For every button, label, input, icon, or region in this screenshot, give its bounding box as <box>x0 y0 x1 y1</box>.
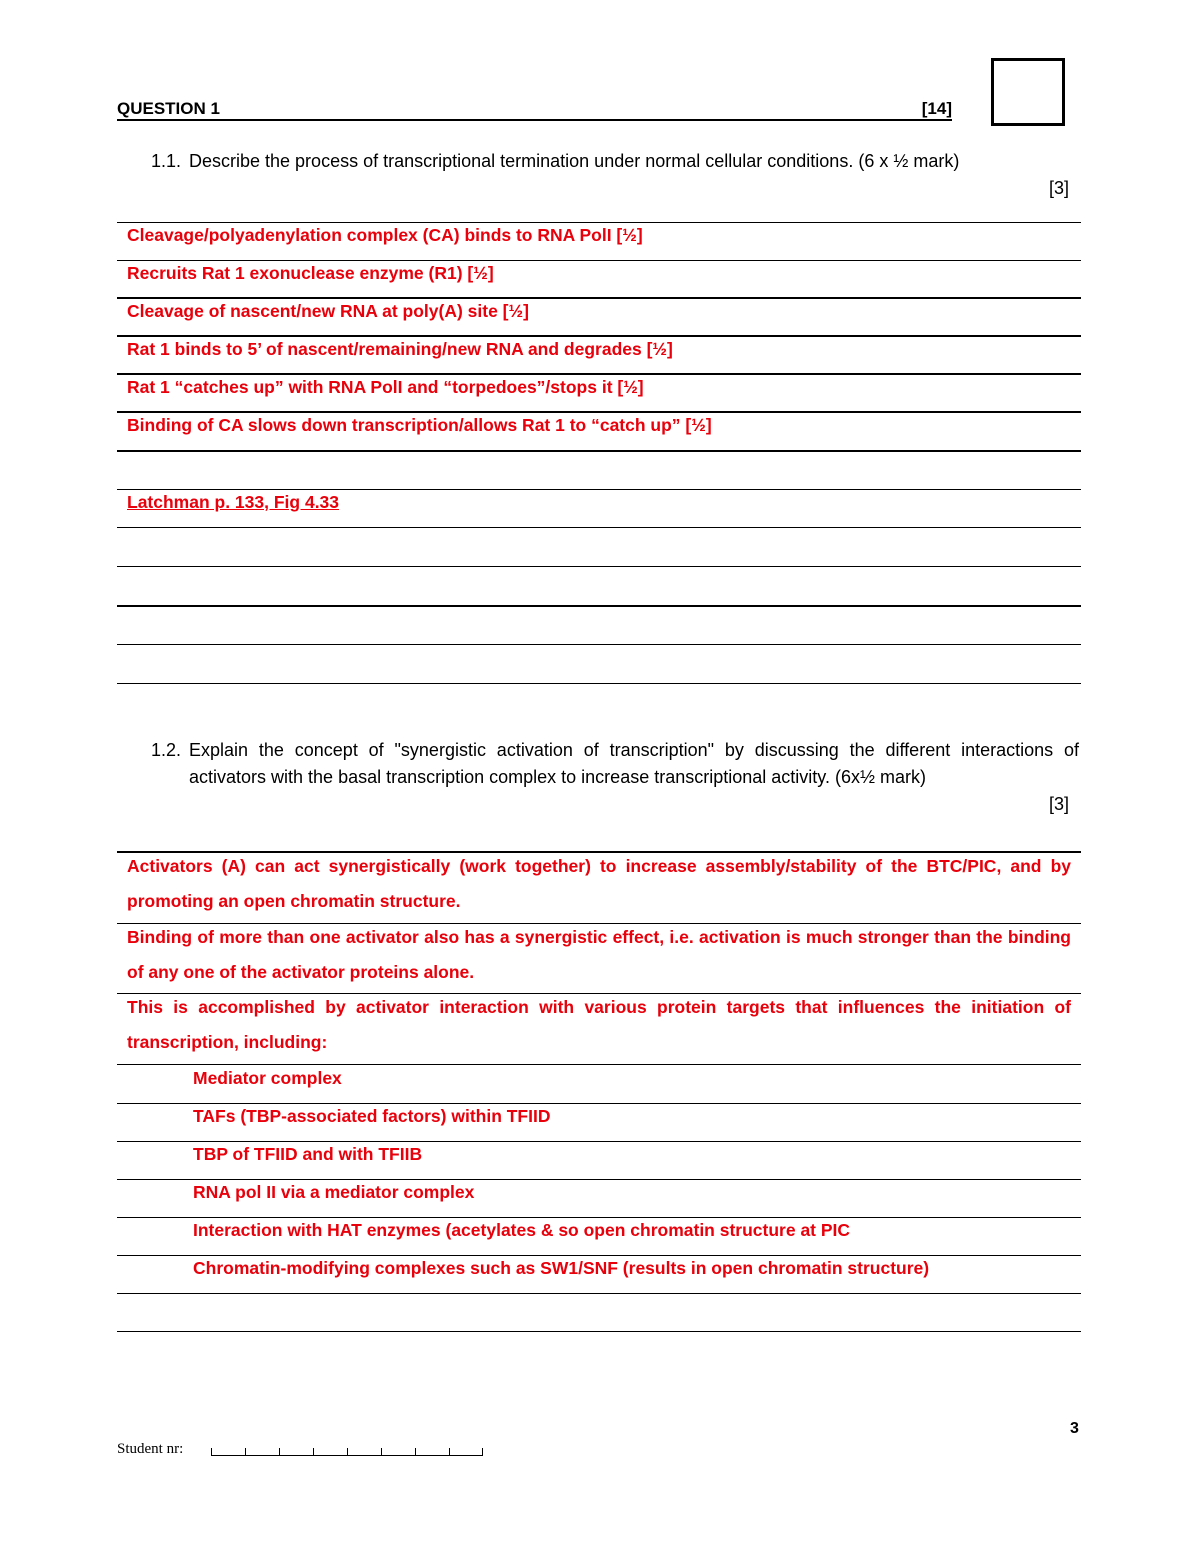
answer-paragraph: Binding of more than one activator also has a synergistic effect, i.e. activation is much stronger than the binding of any one of the activator proteins alone. <box>127 927 1071 982</box>
marks-box <box>991 58 1065 126</box>
answer-paragraph: This is accomplished by activator interaction with various protein targets that influences the initiation of transcription, including: <box>127 997 1071 1052</box>
answer-line <box>117 527 1081 528</box>
answer-line-text: Recruits Rat 1 exonuclease enzyme (R1) [½] <box>127 263 494 283</box>
answer-line-text: Cleavage/polyadenylation complex (CA) binds to RNA PolI [½] <box>127 225 643 245</box>
question-1-2-number: 1.2. <box>151 740 182 760</box>
answer-line <box>117 1064 1081 1065</box>
question-1-1-marks: [3] <box>1048 178 1069 198</box>
answer-line <box>117 450 1081 452</box>
question-1-1-prompt <box>151 148 1079 202</box>
question-1-1-number: 1.1. <box>151 151 182 171</box>
question-1-2-marks: [3] <box>1048 794 1069 814</box>
answer-line-text: Binding of CA slows down transcription/allows Rat 1 to “catch up” [½] <box>127 415 712 435</box>
question-header <box>117 99 952 121</box>
question-total-marks: [14] <box>921 99 952 118</box>
answer-line-text: Cleavage of nascent/new RNA at poly(A) site [½] <box>127 301 529 321</box>
question-1-2-text: Explain the concept of "synergistic activation of transcription" by discussing the different interactions of activators with the basal transcription complex to increase transcriptional activity. (6x½ mark) <box>189 740 1079 787</box>
target-item: Chromatin-modifying complexes such as SW1/SNF (results in open chromatin structure) <box>193 1258 930 1278</box>
answer-line <box>117 566 1081 567</box>
target-item: RNA pol II via a mediator complex <box>193 1182 475 1202</box>
answer-line <box>117 1331 1081 1332</box>
answer-paragraph: Activators (A) can act synergistically (work together) to increase assembly/stability of the BTC/PIC, and by promoting an open chromatin structure. <box>127 856 1071 911</box>
reference-text: Latchman p. 133, Fig 4.33 <box>127 492 340 512</box>
question-1-1-text: Describe the process of transcriptional termination under normal cellular conditions. (6 x ½ mark) <box>189 151 960 171</box>
target-item: TBP of TFIID and with TFIIB <box>193 1144 423 1164</box>
question-1-2-prompt <box>151 737 1079 818</box>
answer-line <box>117 605 1081 607</box>
target-item: TAFs (TBP-associated factors) within TFIID <box>193 1106 551 1126</box>
student-number-field[interactable] <box>211 1447 483 1456</box>
answer-line <box>117 683 1081 684</box>
answer-line <box>117 1293 1081 1294</box>
target-item: Mediator complex <box>193 1068 342 1088</box>
answer-line-text: Rat 1 binds to 5’ of nascent/remaining/new RNA and degrades [½] <box>127 339 673 359</box>
question-title: QUESTION 1 <box>117 99 220 118</box>
answer-line-text: Rat 1 “catches up” with RNA PolI and “torpedoes”/stops it [½] <box>127 377 644 397</box>
student-number-label: Student nr: <box>117 1441 184 1457</box>
answer-line <box>117 644 1081 645</box>
target-item: Interaction with HAT enzymes (acetylates & so open chromatin structure at PIC <box>193 1220 851 1240</box>
page-number: 3 <box>1070 1420 1079 1437</box>
